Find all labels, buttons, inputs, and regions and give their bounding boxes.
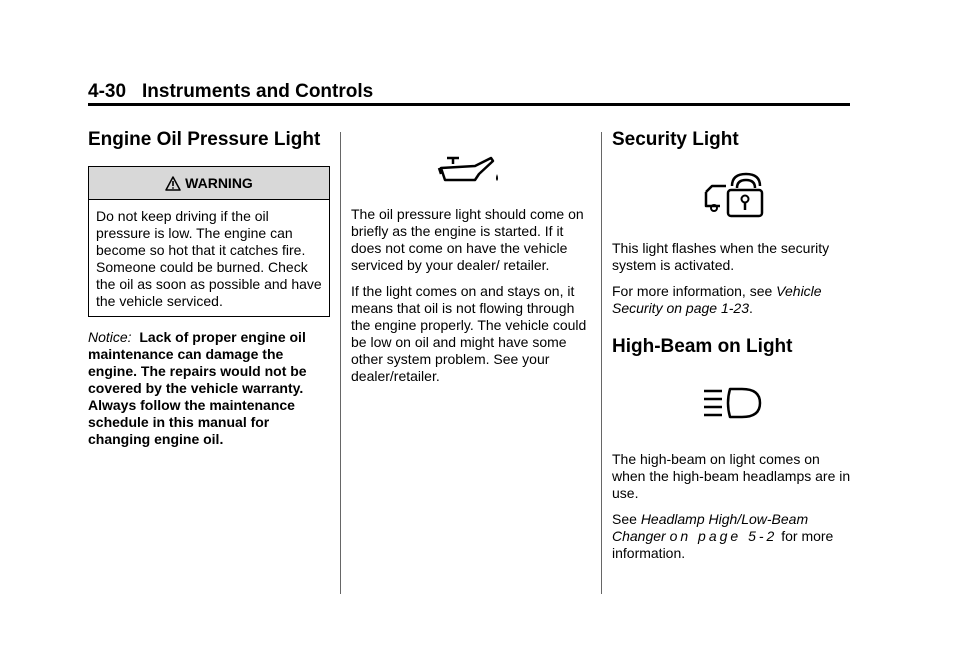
- security-text: This light flashes when the security system is activated.: [612, 240, 830, 273]
- headlamp-reference-page[interactable]: on page 5-2: [669, 528, 778, 544]
- security-reference-link[interactable]: Vehicle Security on page 1-23: [612, 283, 822, 316]
- warning-triangle-icon: [165, 176, 181, 191]
- warning-label: WARNING: [185, 174, 253, 191]
- oil-icon-box: [351, 154, 591, 206]
- security-title: Security Light: [612, 129, 739, 150]
- highbeam-see: [612, 511, 856, 562]
- column-1: [88, 128, 332, 448]
- warning-box: [88, 166, 330, 317]
- column-2: [351, 128, 591, 394]
- headlamp-reference-link[interactable]: Headlamp High/Low-Beam Changer: [612, 511, 809, 544]
- security-more: [612, 283, 856, 317]
- header-rule: [88, 103, 850, 106]
- page-header: [88, 80, 850, 104]
- page-number: 4-30: [88, 81, 127, 102]
- security-lock-car-icon: [702, 172, 766, 220]
- highbeam-text: The high-beam on light comes on when the high-beam headlamps are in use.: [612, 451, 851, 501]
- oil-paragraph-1: The oil pressure light should come on briefly as the engine is started. If it does not come on have the vehicle serviced by your dealer/ retailer.: [351, 206, 584, 273]
- high-beam-icon: [698, 385, 770, 425]
- section-title: Instruments and Controls: [142, 81, 374, 102]
- column-3: [612, 128, 856, 571]
- oil-paragraph-2: If the light comes on and stays on, it means that oil is not flowing through the engine properly. The vehicle could be low on oil and might have some other system problem. See your dealer/retailer.: [351, 283, 587, 384]
- oil-pressure-title: Engine Oil Pressure Light: [88, 129, 321, 150]
- oil-can-icon: [435, 154, 507, 194]
- notice-label: Notice:: [88, 329, 132, 345]
- warning-header: [89, 167, 329, 200]
- security-more-suffix: .: [748, 300, 753, 316]
- column-divider-1: [340, 132, 341, 594]
- highbeam-title: High-Beam on Light: [612, 336, 793, 357]
- highbeam-icon-box: [612, 385, 856, 451]
- warning-text: Do not keep driving if the oil pressure is low. The engine can become so hot that it catches fire. Someone could be burned. Check the oil as soon as possible and have the vehicle serviced.: [96, 208, 322, 309]
- column-divider-2: [601, 132, 602, 594]
- highbeam-see-prefix: See: [612, 511, 641, 527]
- notice: [88, 329, 332, 448]
- security-icon-box: [612, 172, 856, 240]
- notice-text: Lack of proper engine oil maintenance can damage the engine. The repairs would not be covered by the vehicle warranty. Always follow the maintenance schedule in this manual for changing engine oil.: [88, 329, 307, 447]
- highbeam-see-suffix: for more information.: [612, 528, 834, 561]
- security-more-prefix: For more information, see: [612, 283, 777, 299]
